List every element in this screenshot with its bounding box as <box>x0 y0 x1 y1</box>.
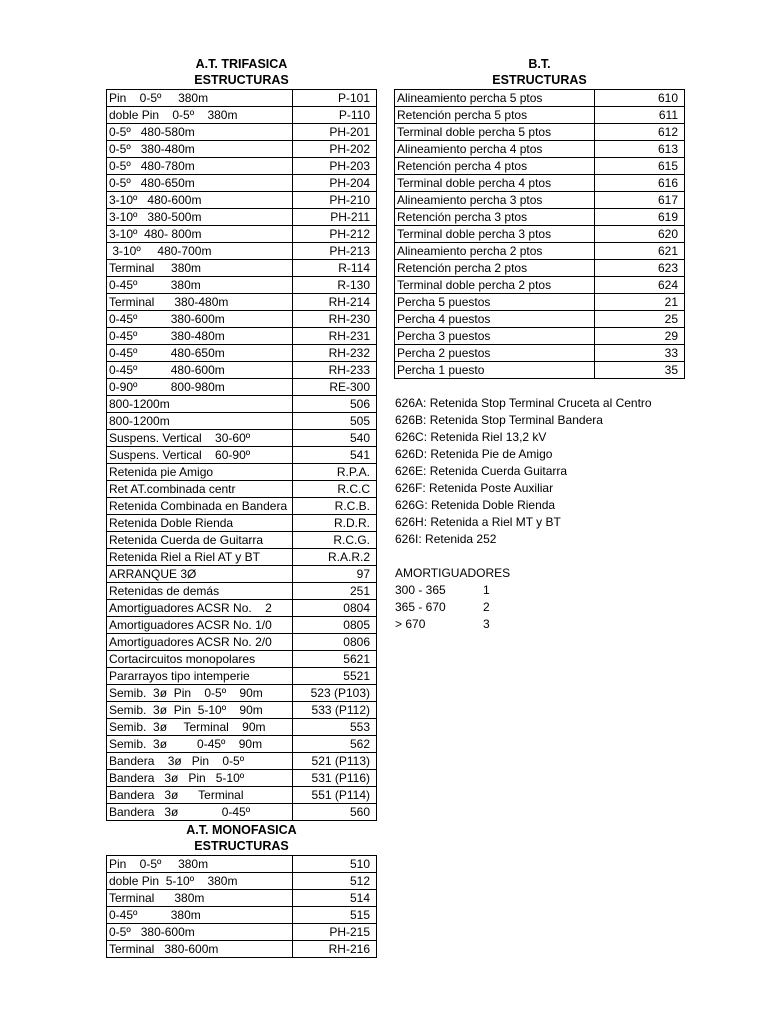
table-row <box>107 583 377 600</box>
row-description: Percha 4 puestos <box>395 311 595 328</box>
table-row <box>107 226 377 243</box>
amortiguadores-section <box>395 565 595 633</box>
retenida-item: 626B: Retenida Stop Terminal Bandera <box>395 413 603 427</box>
table-row <box>107 736 377 753</box>
row-code: 541 <box>293 447 377 464</box>
mono-subtitle: ESTRUCTURAS <box>194 839 289 853</box>
row-code: 619 <box>595 209 685 226</box>
table-row <box>107 430 377 447</box>
row-description: 0-45º 380m <box>107 907 293 924</box>
table-row <box>107 362 377 379</box>
row-description: Ret AT.combinada centr <box>107 481 293 498</box>
row-code: 621 <box>595 243 685 260</box>
retenida-item: 626F: Retenida Poste Auxiliar <box>395 481 554 495</box>
row-code: RH-216 <box>293 941 377 958</box>
row-code: PH-204 <box>293 175 377 192</box>
amortiguador-range: 365 - 670 <box>395 600 446 614</box>
row-code: 510 <box>293 856 377 873</box>
table-row <box>395 124 685 141</box>
table-row <box>395 362 685 379</box>
row-description: Semib. 3ø Pin 5-10º 90m <box>107 702 293 719</box>
row-code: 251 <box>293 583 377 600</box>
table-row <box>107 873 377 890</box>
row-description: Terminal 380-600m <box>107 941 293 958</box>
row-description: Terminal doble percha 2 ptos <box>395 277 595 294</box>
table-row <box>395 294 685 311</box>
table-row <box>395 277 685 294</box>
row-description: Percha 5 puestos <box>395 294 595 311</box>
row-code: 0804 <box>293 600 377 617</box>
row-description: ARRANQUE 3Ø <box>107 566 293 583</box>
table-row <box>107 175 377 192</box>
bt-table <box>394 89 685 379</box>
row-code: RH-232 <box>293 345 377 362</box>
row-description: Retenida Combinada en Bandera <box>107 498 293 515</box>
row-description: 800-1200m <box>107 413 293 430</box>
row-description: Cortacircuitos monopolares <box>107 651 293 668</box>
table-row <box>107 294 377 311</box>
row-code: R-114 <box>293 260 377 277</box>
row-description: Retención percha 5 ptos <box>395 107 595 124</box>
row-description: 0-5º 380-600m <box>107 924 293 941</box>
row-code: 515 <box>293 907 377 924</box>
row-description: Terminal 380m <box>107 890 293 907</box>
trifasica-table <box>106 89 377 821</box>
row-description: Bandera 3ø 0-45º <box>107 804 293 821</box>
row-code: PH-203 <box>293 158 377 175</box>
retenidas-list <box>395 395 735 548</box>
left-subtitle: ESTRUCTURAS <box>194 73 289 87</box>
row-code: PH-211 <box>293 209 377 226</box>
row-code: R.C.C <box>293 481 377 498</box>
row-description: Pin 0-5º 380m <box>107 856 293 873</box>
row-description: Suspens. Vertical 60-90º <box>107 447 293 464</box>
retenida-item: 626E: Retenida Cuerda Guitarra <box>395 464 568 478</box>
row-description: Amortiguadores ACSR No. 2 <box>107 600 293 617</box>
row-code: 33 <box>595 345 685 362</box>
table-row <box>107 600 377 617</box>
table-row <box>107 209 377 226</box>
right-title: B.T. <box>528 57 551 71</box>
table-row <box>107 481 377 498</box>
amortiguador-value: 2 <box>483 600 490 614</box>
row-description: Bandera 3ø Terminal <box>107 787 293 804</box>
table-row <box>107 549 377 566</box>
table-row <box>107 668 377 685</box>
row-description: 0-45º 480-650m <box>107 345 293 362</box>
row-description: 0-5º 480-650m <box>107 175 293 192</box>
row-code: 531 (P116) <box>293 770 377 787</box>
table-row <box>107 447 377 464</box>
row-code: PH-210 <box>293 192 377 209</box>
row-code: 617 <box>595 192 685 209</box>
table-row <box>395 328 685 345</box>
row-description: Semib. 3ø 0-45º 90m <box>107 736 293 753</box>
amortiguadores-title: AMORTIGUADORES <box>395 566 511 580</box>
row-description: Semib. 3ø Terminal 90m <box>107 719 293 736</box>
row-code: PH-213 <box>293 243 377 260</box>
row-code: 560 <box>293 804 377 821</box>
row-description: Alineamiento percha 5 ptos <box>395 90 595 107</box>
row-code: 29 <box>595 328 685 345</box>
monofasica-table <box>106 855 377 958</box>
row-description: Suspens. Vertical 30-60º <box>107 430 293 447</box>
row-code: 21 <box>595 294 685 311</box>
row-code: 512 <box>293 873 377 890</box>
row-code: 505 <box>293 413 377 430</box>
row-code: 0806 <box>293 634 377 651</box>
table-row <box>107 345 377 362</box>
row-description: 800-1200m <box>107 396 293 413</box>
table-row <box>107 617 377 634</box>
row-description: Alineamiento percha 3 ptos <box>395 192 595 209</box>
table-row <box>107 328 377 345</box>
table-row <box>107 413 377 430</box>
table-row <box>395 141 685 158</box>
row-description: Percha 3 puestos <box>395 328 595 345</box>
row-code: 5621 <box>293 651 377 668</box>
row-description: 0-45º 380-480m <box>107 328 293 345</box>
row-description: Retenidas de demás <box>107 583 293 600</box>
row-code: 620 <box>595 226 685 243</box>
row-code: P-110 <box>293 107 377 124</box>
row-description: Alineamiento percha 4 ptos <box>395 141 595 158</box>
row-code: 533 (P112) <box>293 702 377 719</box>
table-row <box>107 141 377 158</box>
row-description: Terminal doble percha 3 ptos <box>395 226 595 243</box>
table-row <box>107 719 377 736</box>
row-code: PH-215 <box>293 924 377 941</box>
row-description: Amortiguadores ACSR No. 2/0 <box>107 634 293 651</box>
row-code: RH-214 <box>293 294 377 311</box>
table-row <box>107 685 377 702</box>
table-row <box>107 532 377 549</box>
retenida-item: 626D: Retenida Pie de Amigo <box>395 447 553 461</box>
row-code: R-130 <box>293 277 377 294</box>
row-description: Retenida pie Amigo <box>107 464 293 481</box>
table-row <box>107 907 377 924</box>
row-code: 623 <box>595 260 685 277</box>
row-code: R.A.R.2 <box>293 549 377 566</box>
row-description: 3-10º 480-700m <box>107 243 293 260</box>
table-row <box>395 107 685 124</box>
row-description: Retención percha 2 ptos <box>395 260 595 277</box>
row-code: PH-212 <box>293 226 377 243</box>
row-description: Terminal doble percha 5 ptos <box>395 124 595 141</box>
table-row <box>107 277 377 294</box>
row-code: RH-230 <box>293 311 377 328</box>
row-code: PH-201 <box>293 124 377 141</box>
row-code: PH-202 <box>293 141 377 158</box>
table-row <box>395 90 685 107</box>
table-row <box>107 379 377 396</box>
retenida-item: 626A: Retenida Stop Terminal Cruceta al Centro <box>395 396 652 410</box>
table-row <box>395 192 685 209</box>
row-description: 3-10º 480-600m <box>107 192 293 209</box>
row-description: Semib. 3ø Pin 0-5º 90m <box>107 685 293 702</box>
row-code: 25 <box>595 311 685 328</box>
table-row <box>107 804 377 821</box>
row-description: doble Pin 5-10º 380m <box>107 873 293 890</box>
table-row <box>107 787 377 804</box>
table-row <box>107 498 377 515</box>
row-code: RH-233 <box>293 362 377 379</box>
row-code: R.P.A. <box>293 464 377 481</box>
row-code: 35 <box>595 362 685 379</box>
row-code: 521 (P113) <box>293 753 377 770</box>
table-row <box>107 941 377 958</box>
table-row <box>107 192 377 209</box>
table-row <box>107 107 377 124</box>
retenida-item: 626G: Retenida Doble Rienda <box>395 498 556 512</box>
row-code: R.D.R. <box>293 515 377 532</box>
table-row <box>107 753 377 770</box>
row-code: 523 (P103) <box>293 685 377 702</box>
row-description: Retenida Riel a Riel AT y BT <box>107 549 293 566</box>
row-description: Amortiguadores ACSR No. 1/0 <box>107 617 293 634</box>
row-code: 514 <box>293 890 377 907</box>
row-description: 0-45º 480-600m <box>107 362 293 379</box>
row-description: Terminal doble percha 4 ptos <box>395 175 595 192</box>
mono-title: A.T. MONOFASICA <box>186 823 297 837</box>
retenida-item: 626H: Retenida a Riel MT y BT <box>395 515 561 529</box>
amortiguador-value: 3 <box>483 617 490 631</box>
row-description: doble Pin 0-5º 380m <box>107 107 293 124</box>
table-row <box>107 396 377 413</box>
table-row <box>395 175 685 192</box>
table-row <box>395 158 685 175</box>
table-row <box>107 515 377 532</box>
row-code: 611 <box>595 107 685 124</box>
row-description: 0-5º 480-780m <box>107 158 293 175</box>
table-row <box>395 311 685 328</box>
amortiguador-row <box>395 599 595 616</box>
table-row <box>395 243 685 260</box>
table-row <box>107 634 377 651</box>
row-description: 0-5º 380-480m <box>107 141 293 158</box>
table-row <box>395 345 685 362</box>
row-code: 615 <box>595 158 685 175</box>
row-description: Alineamiento percha 2 ptos <box>395 243 595 260</box>
row-code: 97 <box>293 566 377 583</box>
row-description: Bandera 3ø Pin 5-10º <box>107 770 293 787</box>
table-row <box>107 770 377 787</box>
row-code: 540 <box>293 430 377 447</box>
row-description: Terminal 380m <box>107 260 293 277</box>
row-description: Percha 1 puesto <box>395 362 595 379</box>
row-code: R.C.B. <box>293 498 377 515</box>
row-code: 612 <box>595 124 685 141</box>
row-description: 3-10º 480- 800m <box>107 226 293 243</box>
right-subtitle: ESTRUCTURAS <box>492 73 587 87</box>
row-code: 0805 <box>293 617 377 634</box>
row-description: Pararrayos tipo intemperie <box>107 668 293 685</box>
row-description: Retenida Cuerda de Guitarra <box>107 532 293 549</box>
table-row <box>107 566 377 583</box>
row-code: RH-231 <box>293 328 377 345</box>
amortiguador-row <box>395 582 595 599</box>
table-row <box>107 464 377 481</box>
row-code: 551 (P114) <box>293 787 377 804</box>
row-description: Pin 0-5º 380m <box>107 90 293 107</box>
row-code: 5521 <box>293 668 377 685</box>
table-row <box>107 243 377 260</box>
row-code: RE-300 <box>293 379 377 396</box>
row-description: 0-45º 380-600m <box>107 311 293 328</box>
row-description: Retención percha 4 ptos <box>395 158 595 175</box>
table-row <box>107 311 377 328</box>
table-row <box>107 890 377 907</box>
table-row <box>107 856 377 873</box>
row-code: P-101 <box>293 90 377 107</box>
row-description: 0-5º 480-580m <box>107 124 293 141</box>
amortiguador-row <box>395 616 595 633</box>
table-row <box>107 924 377 941</box>
retenida-item: 626I: Retenida 252 <box>395 532 497 546</box>
retenida-item: 626C: Retenida Riel 13,2 kV <box>395 430 547 444</box>
row-code: 624 <box>595 277 685 294</box>
row-code: 616 <box>595 175 685 192</box>
row-description: Terminal 380-480m <box>107 294 293 311</box>
row-code: 506 <box>293 396 377 413</box>
table-row <box>107 260 377 277</box>
row-description: Percha 2 puestos <box>395 345 595 362</box>
row-description: Retención percha 3 ptos <box>395 209 595 226</box>
table-row <box>395 209 685 226</box>
row-description: 3-10º 380-500m <box>107 209 293 226</box>
row-description: 0-45º 380m <box>107 277 293 294</box>
table-row <box>107 158 377 175</box>
amortiguador-value: 1 <box>483 583 490 597</box>
row-description: Retenida Doble Rienda <box>107 515 293 532</box>
amortiguador-range: 300 - 365 <box>395 583 446 597</box>
row-code: 613 <box>595 141 685 158</box>
row-code: 610 <box>595 90 685 107</box>
row-description: 0-90º 800-980m <box>107 379 293 396</box>
table-row <box>395 226 685 243</box>
table-row <box>107 90 377 107</box>
table-row <box>395 260 685 277</box>
left-title: A.T. TRIFASICA <box>195 57 288 71</box>
table-row <box>107 651 377 668</box>
amortiguador-range: > 670 <box>395 617 426 631</box>
row-description: Bandera 3ø Pin 0-5º <box>107 753 293 770</box>
table-row <box>107 702 377 719</box>
table-row <box>107 124 377 141</box>
row-code: R.C.G. <box>293 532 377 549</box>
row-code: 553 <box>293 719 377 736</box>
row-code: 562 <box>293 736 377 753</box>
